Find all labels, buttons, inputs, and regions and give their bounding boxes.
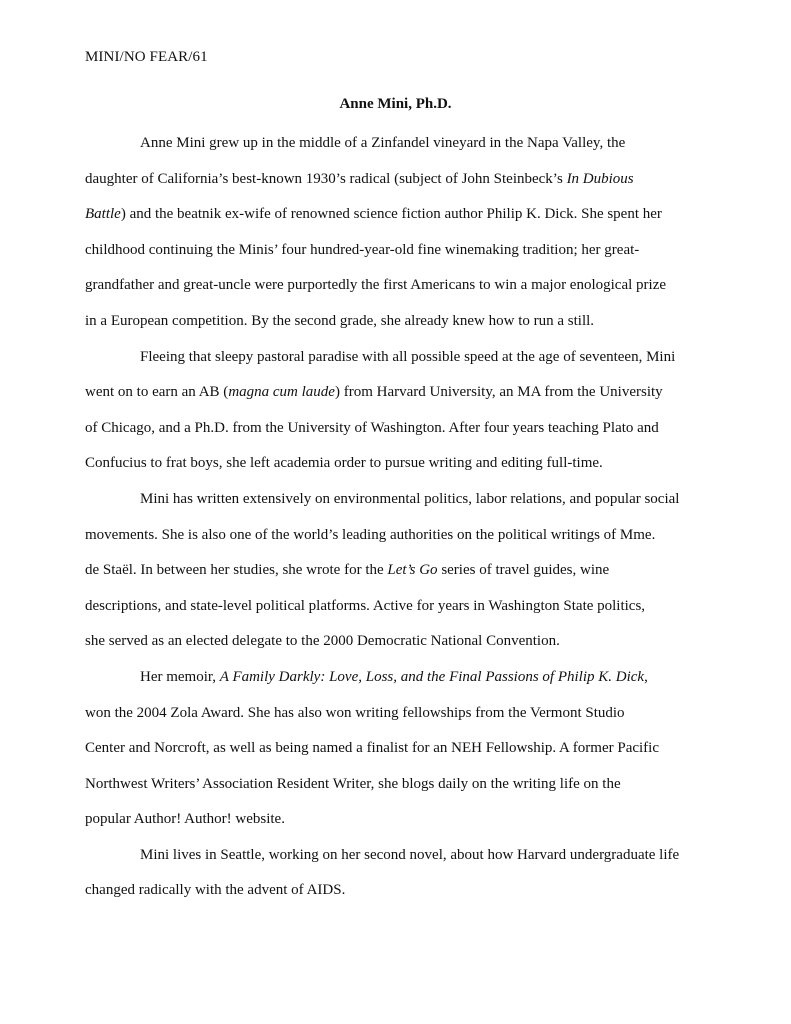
text-run: Northwest Writers’ Association Resident Writer, she blogs daily on the writing life on the [85, 775, 621, 792]
paragraph-line [85, 340, 725, 376]
paragraph-line [85, 375, 725, 411]
text-run: went on to earn an AB ( [85, 384, 229, 401]
paragraph-line [85, 838, 725, 874]
book-title-italic: In Dubious [566, 170, 634, 187]
text-run: changed radically with the advent of AIDS. [85, 882, 346, 899]
book-title-italic: A Family Darkly: Love, Loss, and the Final Passions of Philip K. Dick [219, 668, 645, 685]
book-title-italic: Battle [85, 206, 121, 223]
text-run: ) from Harvard University, an MA from the University [334, 384, 663, 401]
text-run: Center and Norcroft, as well as being named a finalist for an NEH Fellowship. A former Pacific [85, 740, 660, 757]
paragraph-line [85, 126, 725, 162]
text-run: Her memoir, [140, 668, 220, 685]
latin-phrase-italic: magna cum laude [228, 384, 335, 401]
paragraph-line [85, 197, 725, 233]
text-run: Fleeing that sleepy pastoral paradise with all possible speed at the age of seventeen, Mini [140, 348, 676, 365]
paragraph-line [85, 696, 725, 732]
text-run: ) and the beatnik ex-wife of renowned science fiction author Philip K. Dick. She spent her [120, 206, 662, 223]
document-body [85, 126, 725, 909]
text-run: won the 2004 Zola Award. She has also won writing fellowships from the Vermont Studio [85, 704, 625, 721]
paragraph-line [85, 518, 725, 554]
paragraph-line [85, 873, 725, 909]
paragraph-line [85, 446, 725, 482]
page-title: Anne Mini, Ph.D. [339, 96, 452, 112]
paragraph-1 [85, 126, 725, 340]
paragraph-line [85, 162, 725, 198]
text-run: descriptions, and state-level political platforms. Active for years in Washington State politics, [85, 597, 646, 614]
series-title-italic: Let’s Go [387, 562, 438, 579]
paragraph-line [85, 304, 725, 340]
paragraph-line [85, 767, 725, 803]
text-run: she served as an elected delegate to the 2000 Democratic National Convention. [85, 633, 560, 650]
text-run: Mini has written extensively on environmental politics, labor relations, and popular social [140, 490, 680, 507]
text-run: Confucius to frat boys, she left academia order to pursue writing and editing full-time. [85, 455, 603, 472]
text-run: de Staël. In between her studies, she wrote for the [85, 562, 388, 579]
text-run: Anne Mini grew up in the middle of a Zinfandel vineyard in the Napa Valley, the [140, 135, 626, 151]
paragraph-line [85, 482, 725, 518]
paragraph-2 [85, 340, 725, 482]
text-run: in a European competition. By the second grade, she already knew how to run a still. [85, 312, 595, 329]
paragraph-3 [85, 482, 725, 660]
text-run: childhood continuing the Minis’ four hundred-year-old fine winemaking tradition; her great- [85, 241, 640, 258]
text-run: Mini lives in Seattle, working on her second novel, about how Harvard undergraduate life [140, 846, 680, 863]
paragraph-5 [85, 838, 725, 909]
text-run: popular Author! Author! website. [85, 811, 285, 828]
paragraph-line [85, 553, 725, 589]
text-run: movements. She is also one of the world’s leading authorities on the political writings of Mme. [85, 526, 656, 543]
paragraph-line [85, 731, 725, 767]
text-run: of Chicago, and a Ph.D. from the University of Washington. After four years teaching Plato and [85, 419, 659, 436]
text-run: , [644, 668, 648, 685]
paragraph-4 [85, 660, 725, 838]
paragraph-line [85, 624, 725, 660]
text-run: daughter of California’s best-known 1930’s radical (subject of John Steinbeck’s [85, 170, 567, 187]
paragraph-line [85, 268, 725, 304]
paragraph-line [85, 660, 725, 696]
paragraph-line [85, 802, 725, 838]
paragraph-line [85, 411, 725, 447]
paragraph-line [85, 233, 725, 269]
paragraph-line [85, 589, 725, 625]
text-run: series of travel guides, wine [437, 562, 610, 579]
text-run: grandfather and great-uncle were purportedly the first Americans to win a major enological prize [85, 277, 667, 294]
running-head: MINI/NO FEAR/61 [85, 49, 208, 65]
